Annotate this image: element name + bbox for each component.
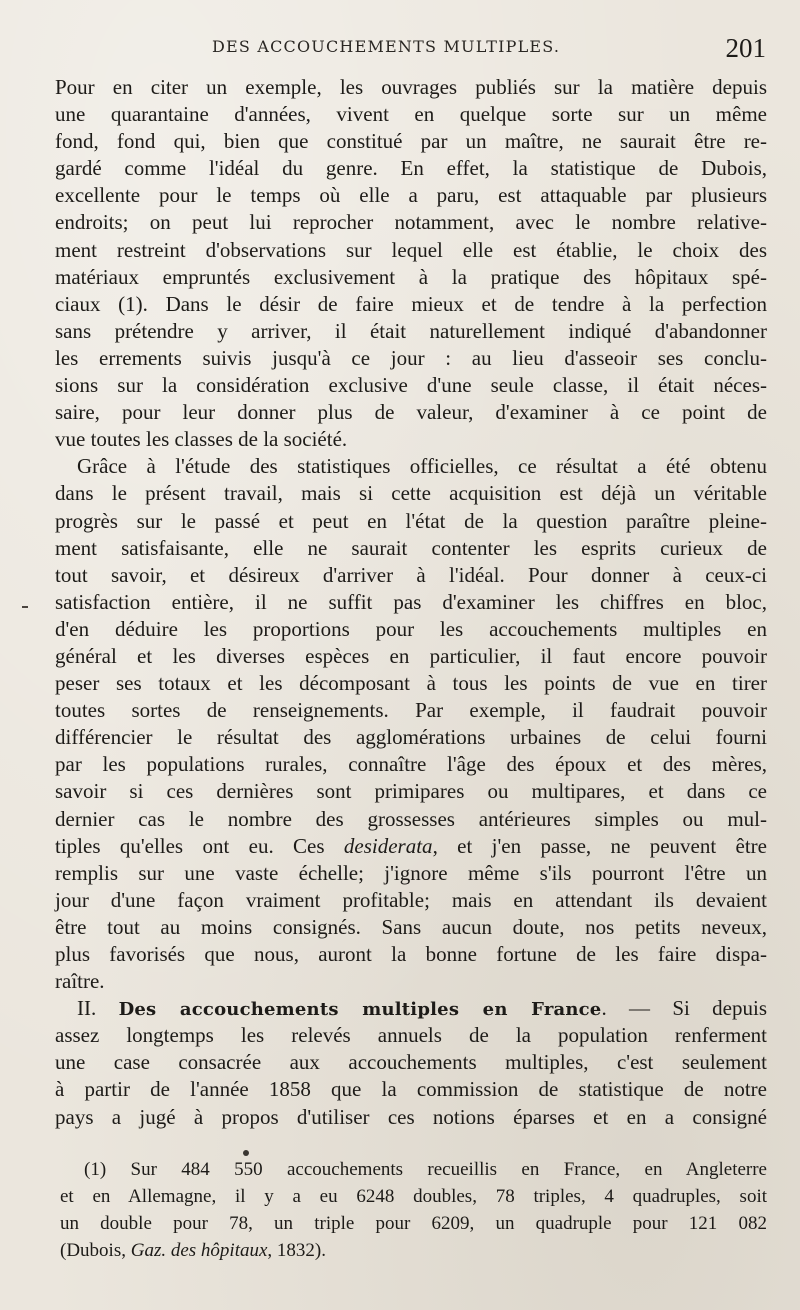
text-line: vue toutes les classes de la société. [55,427,348,452]
text-line: satisfaction entière, il ne suffit pas d'examiner les chiffres en bloc, [55,589,767,614]
running-head: DES ACCOUCHEMENTS MULTIPLES. [212,37,561,56]
text-line: savoir si ces dernières sont primipares ou multipares, et dans ce [55,779,767,804]
footnote-line [60,1237,767,1264]
text-line: sans prétendre y arriver, il était naturellement indiqué d'abandonner [55,318,767,343]
text-run: , 1832). [267,1240,326,1261]
footnote-line: et en Allemagne, il y a eu 6248 doubles, 78 triples, 4 quadruples, soit [60,1186,767,1207]
text-line: saire, pour leur donner plus de valeur, d'examiner à ce point de [55,400,767,425]
text-line [55,833,767,860]
text-line: général et les diverses espèces en particulier, il faut encore pouvoir [55,643,767,668]
text-line: ciaux (1). Dans le désir de faire mieux et de tendre à la perfection [55,291,767,316]
footnote-line: un double pour 78, un triple pour 6209, un quadruple pour 121 082 [60,1213,767,1234]
text-line: raître. [55,969,105,994]
footnote-line: (1) Sur 484 550 accouchements recueillis en France, en Angleterre [84,1159,767,1180]
paragraph-2 [55,453,767,995]
text-run: tiples qu'elles ont eu. Ces [55,833,344,858]
text-line: d'en déduire les proportions pour les accouchements multiples en [55,616,767,641]
section-number: II. [77,996,97,1021]
text-line: une quarantaine d'années, vivent en quelque sorte sur un même [55,102,767,127]
text-line: progrès sur le passé et peut en l'état de la question paraître pleine- [55,508,767,533]
text-line: par les populations rurales, connaître l'âge des époux et des mères, [55,752,767,777]
italic-citation: Gaz. des hôpitaux [130,1240,268,1261]
italic-term: desiderata [343,833,433,858]
section-title-suffix: . — Si depuis [601,996,767,1021]
text-line: ment restreint d'observations sur lequel elle est établie, le choix des [55,237,767,262]
paragraph-3 [55,995,767,1130]
text-line: matériaux empruntés exclusivement à la pratique des hôpitaux spé- [55,264,767,289]
text-line: ment satisfaisante, elle ne saurait contenter les esprits curieux de [55,535,767,560]
text-line: fond, fond qui, bien que constitué par un maître, ne saurait être re- [55,129,767,154]
text-line: tout savoir, et désireux d'arriver à l'idéal. Pour donner à ceux-ci [55,562,767,587]
page-number: 201 [725,33,766,63]
text-line: dernier cas le nombre des grossesses antérieures simples ou mul- [55,806,767,831]
section-title: Des accouchements multiples en France [118,999,602,1021]
text-line: assez longtemps les relevés annuels de la population renferment [55,1023,767,1048]
text-line: toutes sortes de renseignements. Par exemple, il faudrait pouvoir [55,698,767,723]
margin-mark [22,606,28,608]
text-line: gardé comme l'idéal du genre. En effet, la statistique de Dubois, [55,156,767,181]
paragraph-1 [55,74,767,453]
body-text [55,74,767,1131]
text-line: plus favorisés que nous, auront la bonne fortune de les faire dispa- [55,942,767,966]
text-run: (Dubois, [60,1240,131,1261]
text-line: les errements suivis jusqu'à ce jour : au lieu d'asseoir ses conclu- [55,345,767,370]
text-line: Grâce à l'étude des statistiques officielles, ce résultat a été obtenu [77,454,767,479]
footnote [60,1156,767,1264]
text-line: peser ses totaux et les décomposant à tous les points de vue en tirer [55,671,767,696]
text-line: jour d'une façon vraiment profitable; mais en attendant ils devaient [55,887,767,912]
text-line: remplis sur une vaste échelle; j'ignore même s'ils pourront l'être un [55,860,767,885]
text-line: excellente pour le temps où elle a paru, est attaquable par plusieurs [55,183,767,208]
text-line: à partir de l'année 1858 que la commission de statistique de notre [55,1077,767,1102]
page-header [0,33,800,67]
text-line: Pour en citer un exemple, les ouvrages publiés sur la matière depuis [55,75,767,99]
section-heading-line [55,995,767,1022]
text-line: une case consacrée aux accouchements multiples, c'est seulement [55,1050,767,1075]
text-line: dans le présent travail, mais si cette acquisition est déjà un véritable [55,481,767,506]
text-line: différencier le résultat des agglomérations urbaines de celui fourni [55,725,767,750]
text-line: endroits; on peut lui reprocher notamment, avec le nombre relative- [55,210,767,235]
text-run: , et j'en passe, ne peuvent être [432,833,767,858]
text-line: sions sur la considération exclusive d'une seule classe, il était néces- [55,373,767,398]
text-line: être tout au moins consignés. Sans aucun doute, nos petits neveux, [55,914,767,939]
text-line: pays a jugé à propos d'utiliser ces notions éparses et en a consigné [55,1104,767,1129]
